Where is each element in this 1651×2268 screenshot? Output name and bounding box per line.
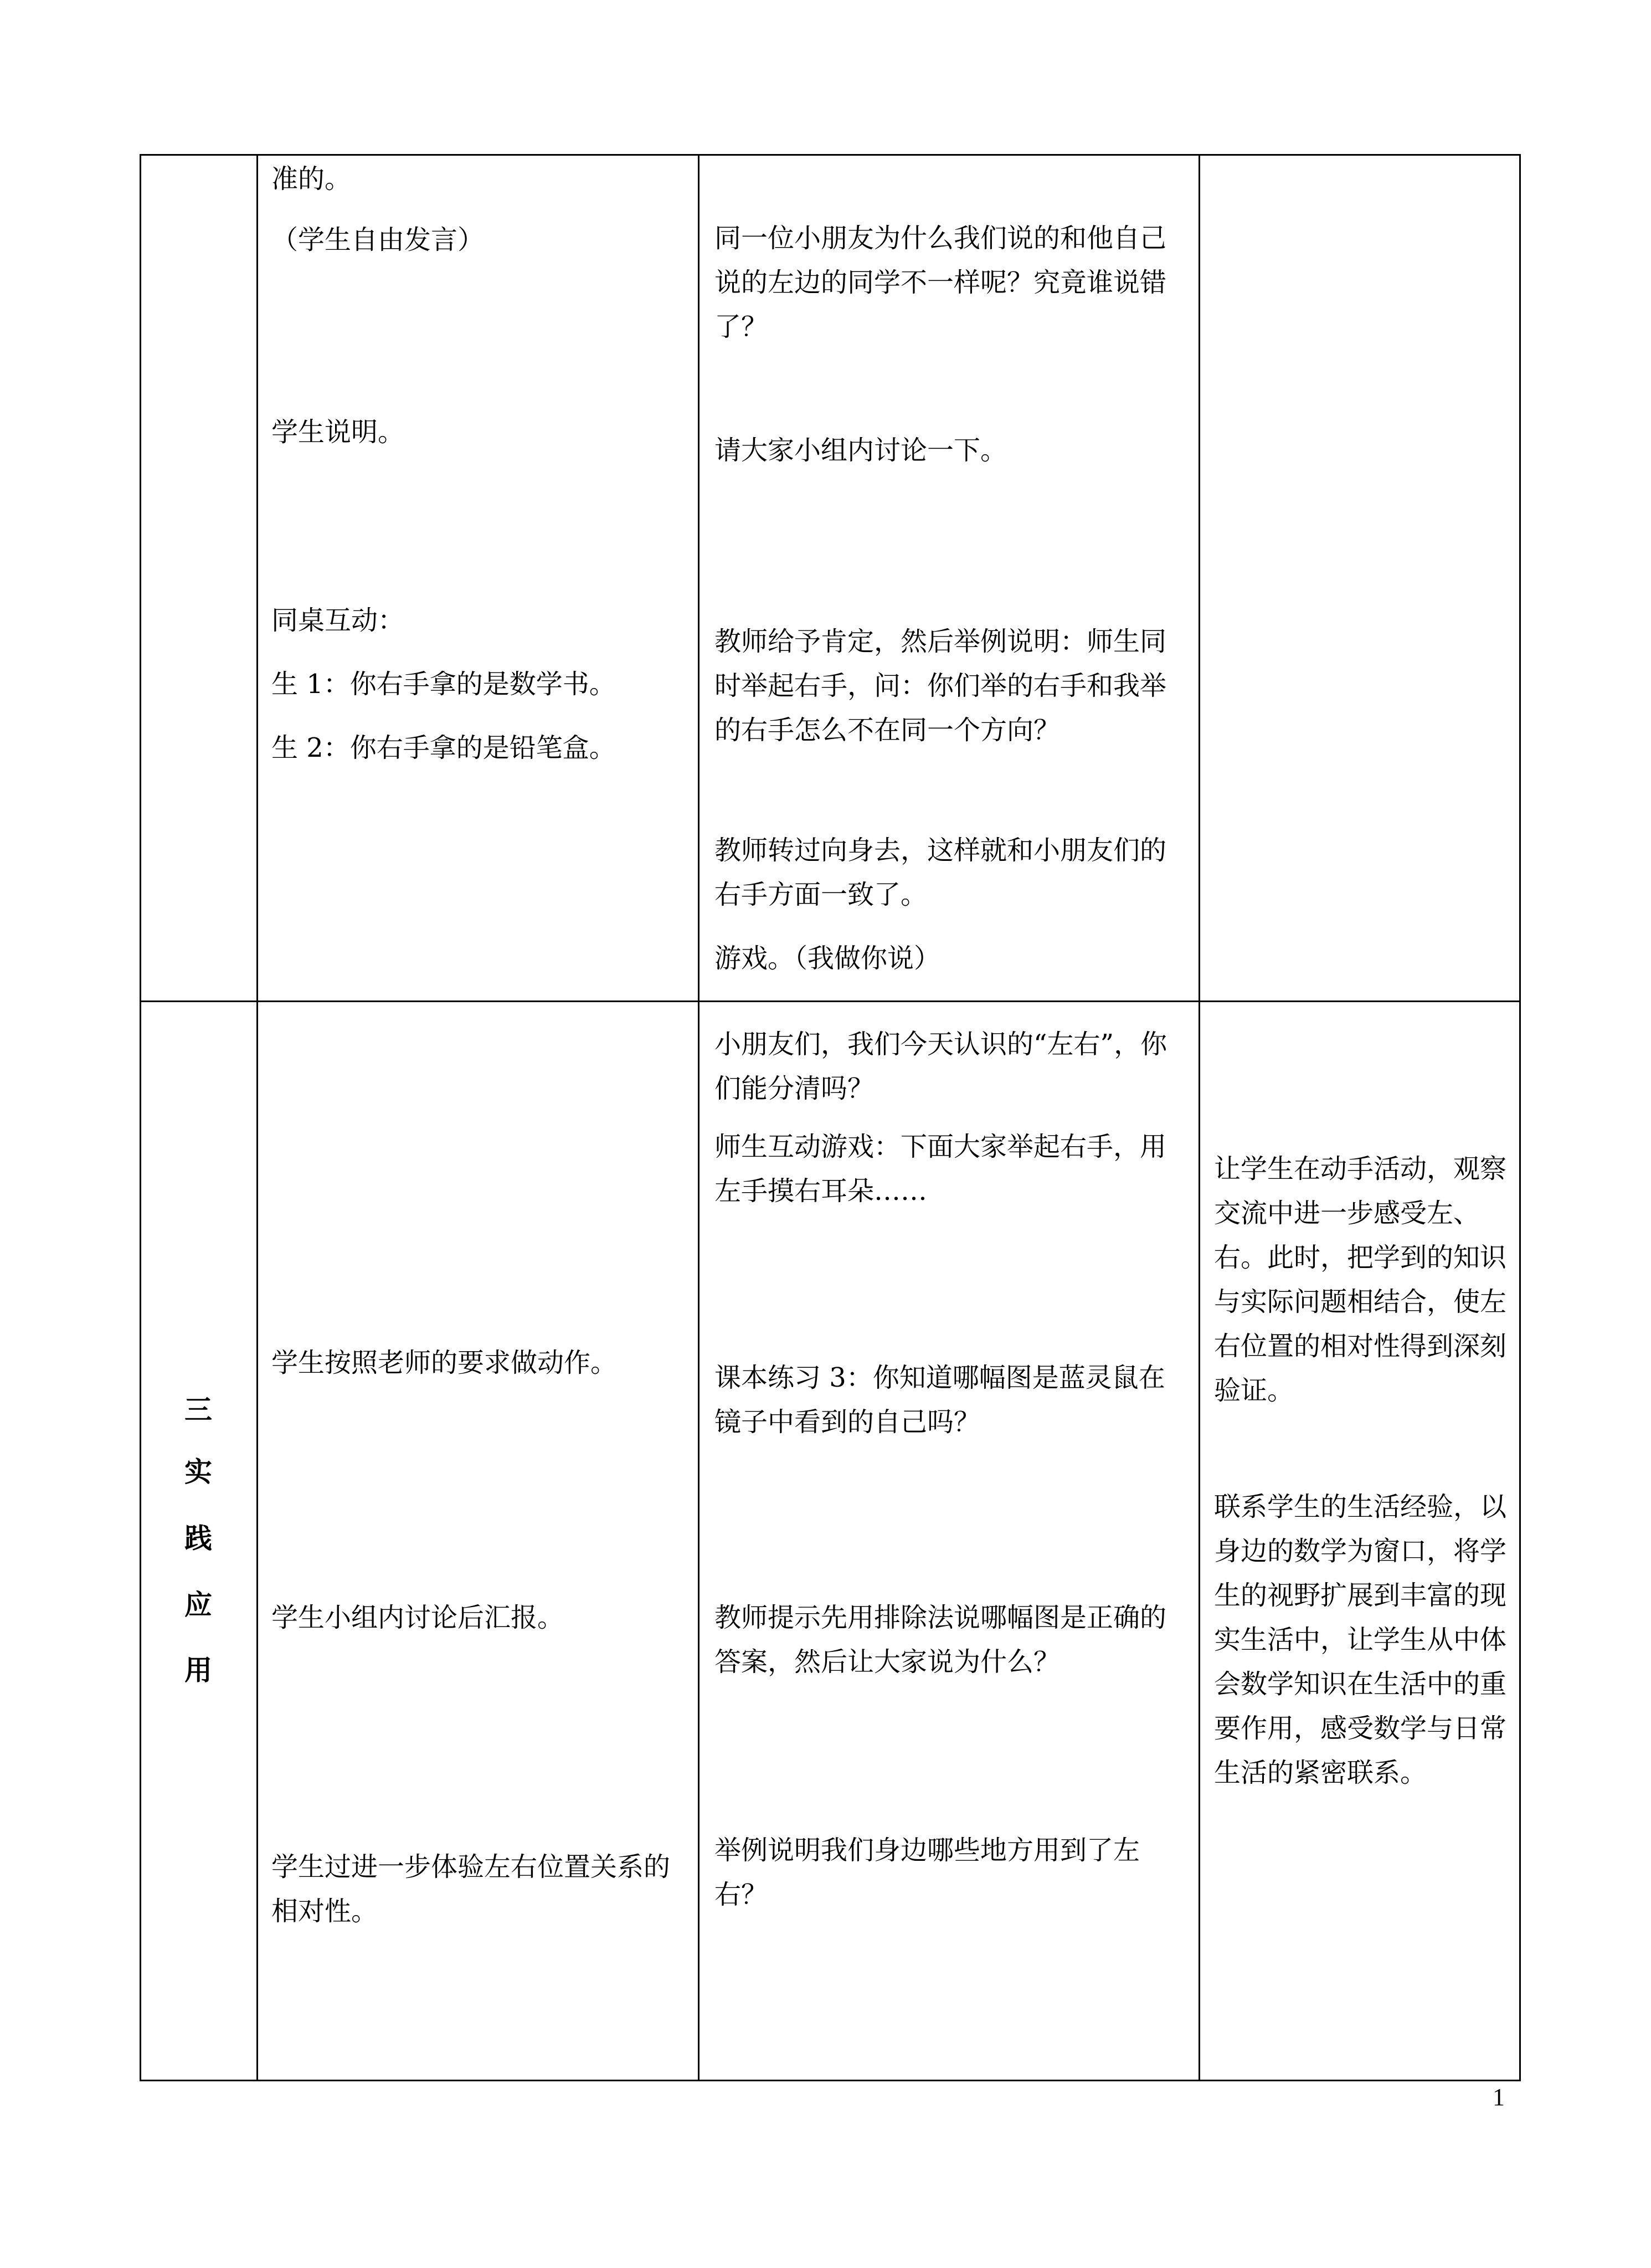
row2-teacher-text-1: 小朋友们，我们今天认识的“左右”，你们能分清吗？ xyxy=(714,1029,1167,1104)
row2-intent-text-1: 让学生在动手活动，观察交流中进一步感受左、右。此时，把学到的知识与实际问题相结合，使左右位置的相对性得到深刻验证。 xyxy=(1214,1153,1507,1406)
table-left-border xyxy=(140,154,141,2081)
stage-char-5: 用 xyxy=(184,1654,212,1686)
column-divider-1 xyxy=(256,154,258,2081)
row1-teacher-text-1: 同一位小朋友为什么我们说的和他自己说的左边的同学不一样呢？究竟谁说错了？ xyxy=(714,223,1167,342)
stage-char-1: 三 xyxy=(184,1393,212,1426)
table-top-border xyxy=(140,154,1521,156)
row1-teacher-text-5: 游戏。（我做你说） xyxy=(714,943,941,974)
row1-teacher-text-3: 教师给予肯定，然后举例说明：师生同时举起右手，问：你们举的右手和我举的右手怎么不在同一个方向？ xyxy=(714,626,1167,746)
row1-student-text-3: 学生说明。 xyxy=(271,417,405,448)
row-divider xyxy=(140,1000,1521,1002)
row2-teacher-text-5: 举例说明我们身边哪些地方用到了左右？ xyxy=(714,1835,1140,1910)
row1-teacher-text-2: 请大家小组内讨论一下。 xyxy=(714,435,1007,466)
row1-student-text-6: 生 2：你右手拿的是铅笔盒。 xyxy=(271,732,616,763)
row2-teacher-text-3: 课本练习 3：你知道哪幅图是蓝灵鼠在镜子中看到的自己吗？ xyxy=(714,1362,1165,1438)
row1-student-text-5: 生 1：你右手拿的是数学书。 xyxy=(271,669,616,700)
row1-teacher-text-4: 教师转过向身去，这样就和小朋友们的右手方面一致了。 xyxy=(714,835,1167,910)
row1-student-text-1: 准的。 xyxy=(271,163,352,194)
table-right-border xyxy=(1519,154,1521,2081)
page-number: 1 xyxy=(1493,2084,1505,2111)
row1-student-text-4: 同桌互动： xyxy=(271,605,405,636)
row2-student-text-2: 学生小组内讨论后汇报。 xyxy=(271,1602,564,1633)
stage-char-2: 实 xyxy=(184,1455,212,1488)
stage-char-4: 应 xyxy=(184,1588,212,1621)
row2-student-text-3: 学生过进一步体验左右位置关系的相对性。 xyxy=(271,1851,671,1927)
table-bottom-border xyxy=(140,2080,1521,2081)
row2-intent-text-2: 联系学生的生活经验，以身边的数学为窗口，将学生的视野扩展到丰富的现实生活中，让学生从中体会数学知识在生活中的重要作用，感受数学与日常生活的紧密联系。 xyxy=(1214,1491,1507,1788)
row1-student-text-2: （学生自由发言） xyxy=(271,224,485,255)
column-divider-3 xyxy=(1199,154,1200,2081)
row2-teacher-text-2: 师生互动游戏：下面大家举起右手，用左手摸右耳朵…… xyxy=(714,1131,1167,1207)
stage-char-3: 践 xyxy=(184,1522,212,1554)
column-divider-2 xyxy=(698,154,700,2081)
row2-teacher-text-4: 教师提示先用排除法说哪幅图是正确的答案，然后让大家说为什么？ xyxy=(714,1602,1167,1677)
row2-student-text-1: 学生按照老师的要求做动作。 xyxy=(271,1347,618,1378)
